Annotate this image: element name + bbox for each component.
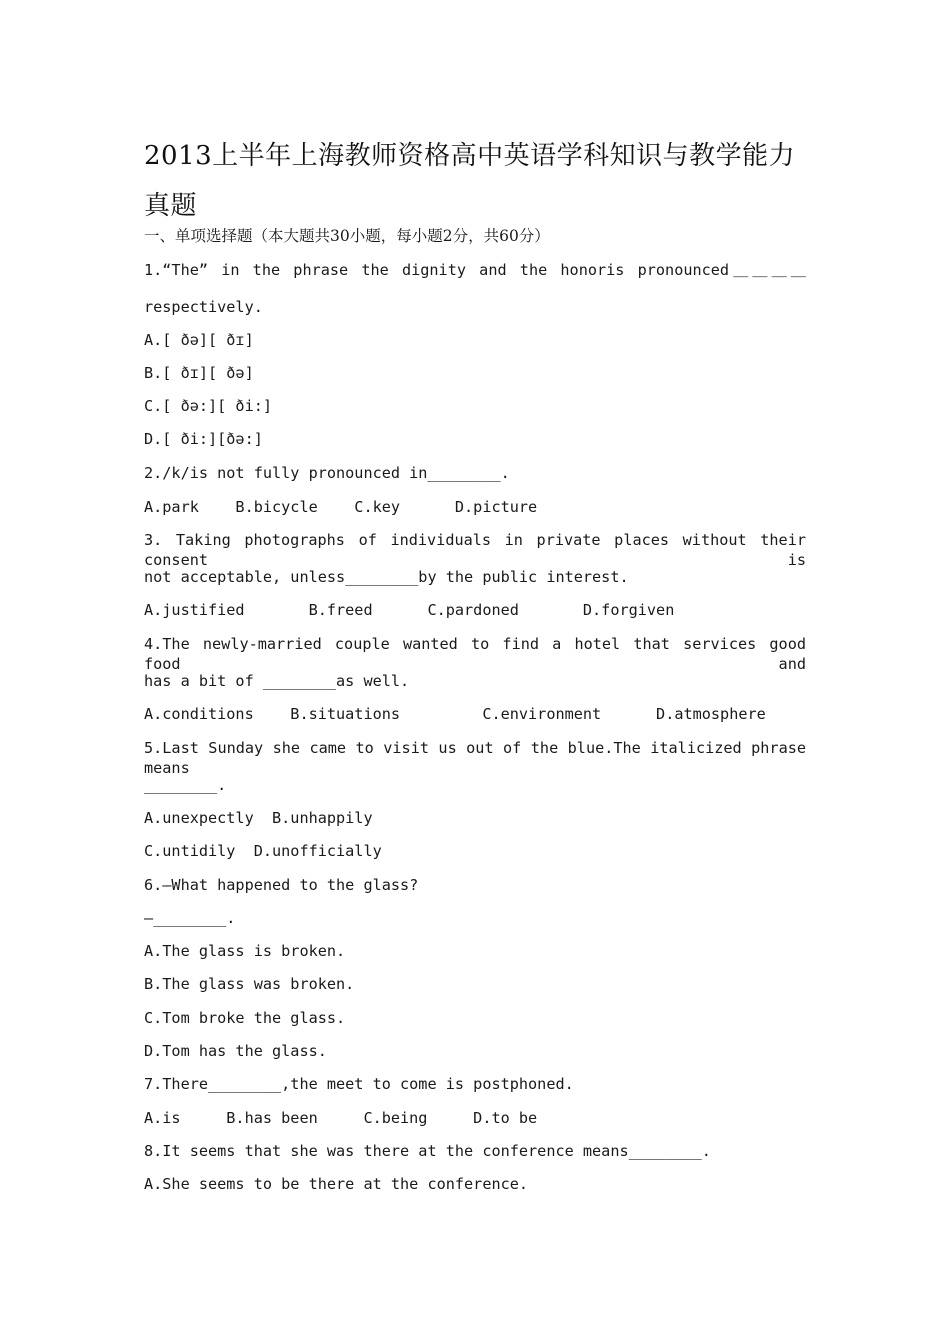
q5-options-ab: A.unexpectly B.unhappily: [144, 809, 373, 827]
q2-stem: 2./k/is not fully pronounced in________.: [144, 464, 510, 482]
q6-option-d: D.Tom has the glass.: [144, 1042, 327, 1060]
q7-options: A.is B.has been C.being D.to be: [144, 1109, 538, 1127]
q3-stem-line1: 3. Taking photographs of individuals in private places without their consent is: [144, 531, 806, 569]
q4-stem-line1: 4.The newly-married couple wanted to find a hotel that services good food and: [144, 635, 806, 673]
document-title: 2013上半年上海教师资格高中英语学科知识与教学能力真题: [144, 141, 796, 221]
q5-stem-line2: ________.: [144, 776, 227, 794]
q7-stem: 7.There________,the meet to come is postphoned.: [144, 1075, 574, 1093]
q6-option-c: C.Tom broke the glass.: [144, 1009, 346, 1027]
q8-option-a: A.She seems to be there at the conference.: [144, 1175, 529, 1193]
q6-stem-line1: 6.—What happened to the glass?: [144, 876, 419, 894]
q4-options: A.conditions B.situations C.environment D.atmosphere: [144, 705, 766, 723]
q3-options: A.justified B.freed C.pardoned D.forgiven: [144, 601, 675, 619]
q1-option-b: B.[ ðɪ][ ðə]: [144, 364, 254, 382]
q6-stem-line2: —________.: [144, 909, 236, 927]
q5-options-cd: C.untidily D.unofficially: [144, 842, 382, 860]
q1-option-a: A.[ ðə][ ðɪ]: [144, 331, 254, 349]
q1-stem-line1: 1.“The” in the phrase the dignity and the honoris pronounced＿＿＿＿: [144, 261, 806, 279]
q8-stem: 8.It seems that she was there at the conference means________.: [144, 1142, 711, 1160]
q1-option-d: D.[ ði:][ðə:]: [144, 430, 263, 448]
q3-stem-line2: not acceptable, unless________by the public interest.: [144, 568, 629, 586]
q4-stem-line2: has a bit of ________as well.: [144, 672, 410, 690]
q6-option-a: A.The glass is broken.: [144, 942, 346, 960]
q6-option-b: B.The glass was broken.: [144, 975, 355, 993]
q2-options: A.park B.bicycle C.key D.picture: [144, 498, 538, 516]
q1-option-c: C.[ ðə:][ ði:]: [144, 397, 273, 415]
q1-stem-line2: respectively.: [144, 298, 263, 316]
q5-stem-line1: 5.Last Sunday she came to visit us out of the blue.The italicized phrase means: [144, 739, 806, 777]
section-heading: 一、单项选择题（本大题共30小题，每小题2分，共60分）: [144, 227, 550, 245]
